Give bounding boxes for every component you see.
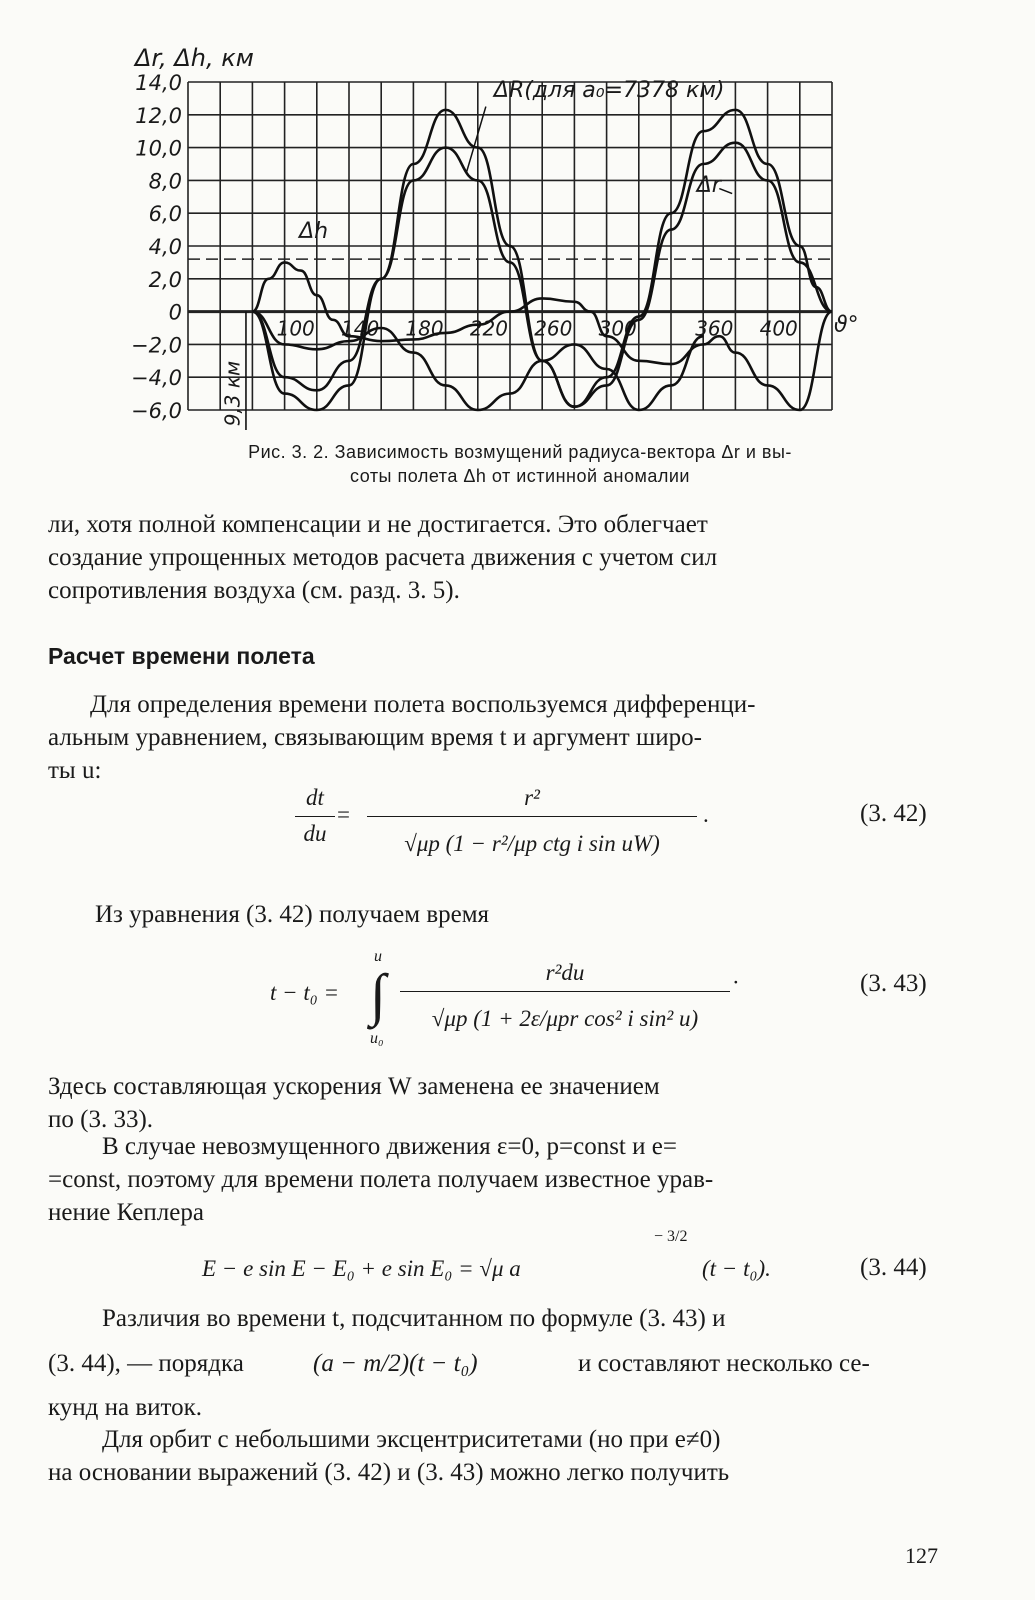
y-tick-label: 2,0 — [148, 267, 182, 292]
x-tick-label: 220 — [469, 316, 508, 341]
x-tick-label: 400 — [759, 316, 798, 341]
y-axis-label: Δr, Δh, км — [135, 44, 254, 72]
caption-line-1: Рис. 3. 2. Зависимость возмущений радиуса-вектора Δr и вы- — [248, 442, 792, 462]
equation-3-43 — [270, 948, 750, 1063]
paragraph-6 — [48, 1302, 948, 1424]
paragraph-5 — [48, 1130, 948, 1229]
paragraph-2-line-2: альным уравнением, связывающим время t и аргумент широ- — [48, 724, 702, 751]
eq42-denominator: √μp (1 − r²/μp ctg i sin uW) — [404, 831, 660, 856]
perturbation-chart — [110, 40, 870, 430]
chart-svg — [110, 40, 870, 430]
paragraph-3-line-1: Из уравнения (3. 42) получаем время — [95, 901, 490, 928]
x-tick-label: 100 — [276, 316, 315, 341]
x-tick-label: 260 — [534, 316, 573, 341]
x-axis-label: ϑ° — [834, 312, 859, 338]
eq42-left-fraction-bar — [295, 816, 335, 817]
annotation-dr: Δr — [696, 172, 721, 198]
paragraph-4 — [48, 1070, 948, 1136]
x-tick-label: 360 — [695, 316, 734, 341]
figure-caption — [100, 440, 940, 488]
paragraph-5-line-1: В случае невозмущенного движения ε=0, p=const и e= — [102, 1133, 677, 1160]
eq44-number: (3. 44) — [860, 1254, 927, 1281]
annotation-dh: Δh — [299, 218, 329, 244]
annotation-offset: 9,3 км — [220, 360, 245, 427]
paragraph-5-line-3: нение Кеплера — [48, 1199, 204, 1226]
y-tick-label: 10,0 — [135, 136, 182, 161]
paragraph-6-inline-formula: (a − m/2)(t − t₀) — [313, 1350, 478, 1377]
eq43-upper-limit: u — [374, 948, 382, 965]
caption-line-2: соты полета Δh от истинной аномалии — [350, 466, 690, 486]
y-tick-label: 6,0 — [148, 202, 182, 227]
paragraph-6-line-2-start: (3. 44), — порядка — [48, 1350, 244, 1377]
paragraph-1-line-1: ли, хотя полной компенсации и не достигается. Это облегчает — [48, 511, 708, 538]
eq43-integral-sign: ∫ — [370, 962, 386, 1027]
y-tick-label: −2,0 — [131, 333, 182, 358]
paragraph-1-line-3: сопротивления воздуха (см. разд. 3. 5). — [48, 577, 460, 604]
annotation-dr-leader — [719, 189, 732, 194]
paragraph-7-line-2: на основании выражений (3. 42) и (3. 43) можно легко получить — [48, 1459, 730, 1486]
eq43-number: (3. 43) — [860, 970, 927, 997]
section-heading: Расчет времени полета — [48, 643, 315, 669]
paragraph-7 — [48, 1423, 948, 1489]
paragraph-6-line-2 — [48, 1335, 948, 1391]
paragraph-2 — [48, 688, 948, 787]
eq43-lower-limit: u₀ — [370, 1030, 384, 1047]
eq43-denominator: √μp (1 + 2ε/μpr cos² i sin² u) — [431, 1006, 699, 1031]
eq42-left-numerator: dt — [306, 785, 324, 810]
eq43-period: · — [732, 970, 740, 995]
paragraph-4-line-2: по (3. 33). — [48, 1106, 154, 1133]
eq44-exponent: − 3/2 — [654, 1228, 688, 1245]
y-tick-label: 0 — [168, 300, 182, 325]
paragraph-7-line-1: Для орбит с небольшими эксцентриситетами (но при e≠0) — [102, 1426, 721, 1453]
eq42-number: (3. 42) — [860, 800, 927, 827]
paragraph-2-line-3: ты u: — [48, 757, 102, 784]
paragraph-1 — [48, 508, 948, 607]
paragraph-6-line-1: Различия во времени t, подсчитанном по формуле (3. 43) и — [102, 1305, 726, 1332]
eq43-numerator: r²du — [545, 960, 585, 985]
annotation-dR-leader — [467, 107, 486, 173]
paragraph-1-line-2: создание упрощенных методов расчета движения с учетом сил — [48, 544, 718, 571]
paragraph-2-line-1: Для определения времени полета воспользуемся дифференци- — [90, 691, 756, 718]
equation-3-42 — [295, 785, 715, 880]
paragraph-3 — [48, 898, 948, 931]
eq44-main: E − e sin E − E₀ + e sin E₀ = √μ a — [202, 1256, 521, 1281]
page-number: 127 — [905, 1543, 938, 1568]
eq43-left: t − t₀ = — [270, 980, 340, 1005]
y-tick-label: 4,0 — [148, 235, 182, 259]
eq42-numerator: r² — [524, 785, 540, 810]
paragraph-5-line-2: =const, поэтому для времени полета получаем известное урав- — [48, 1166, 714, 1193]
x-tick-label: 140 — [341, 316, 380, 341]
equation-3-44 — [202, 1220, 822, 1290]
eq42-period: . — [703, 802, 709, 827]
eq42-left-denominator: du — [303, 821, 327, 846]
y-tick-label: 14,0 — [135, 71, 182, 95]
y-tick-label: −6,0 — [131, 399, 182, 423]
y-tick-label: 12,0 — [135, 103, 182, 128]
eq44-tail: (t − t₀). — [702, 1256, 771, 1281]
paragraph-4-line-1: Здесь составляющая ускорения W заменена ее значением — [48, 1073, 660, 1100]
x-tick-label: 180 — [405, 316, 444, 341]
y-tick-label: −4,0 — [131, 366, 182, 391]
paragraph-6-line-3: кунд на виток. — [48, 1394, 203, 1421]
x-tick-label: 300 — [598, 316, 637, 341]
eq43-fraction-bar — [400, 991, 730, 992]
eq42-equals: = — [337, 802, 350, 827]
eq42-fraction-bar — [367, 816, 697, 817]
paragraph-6-line-2-end: и составляют несколько се- — [578, 1350, 870, 1377]
annotation-dR: ΔR(для a₀=7378 км) — [493, 77, 725, 103]
y-tick-label: 8,0 — [148, 169, 182, 194]
